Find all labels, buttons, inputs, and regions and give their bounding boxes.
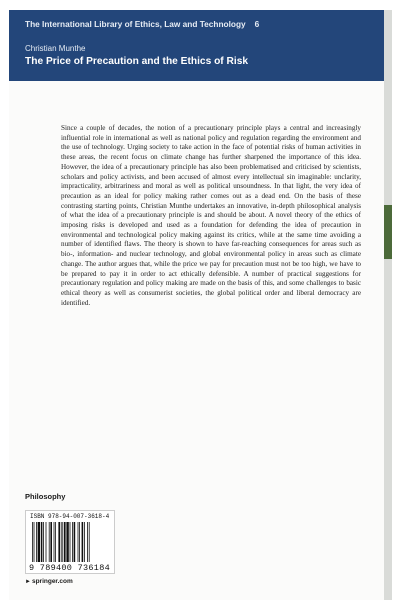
book-back-cover [9, 10, 392, 600]
spine-edge-stripe [384, 10, 392, 600]
subject-category: Philosophy [25, 492, 66, 501]
barcode-block [25, 510, 115, 574]
blurb-text: Since a couple of decades, the notion of a precautionary principle plays a central and increasingly influential role in international as well as national policy and regulation regarding the environment and the use of technology. Urging society to take action in the face of potential risks of human activities in these areas, the recent focus on climate change has further sharpened the importance of this idea. However, the idea of a precautionary principle has also been problematised and criticised by scientists, scholars and policy activists, and been accused of almost every intellectual sin imaginable: unclarity, impracticality, arbitrariness and moral as well as political unsoundness. In that light, the very idea of precaution as an ideal for policy making rather comes out as a dead end. On the basis of these contrasting starting points, Christian Munthe undertakes an innovative, in-depth philosophical analysis of what the idea of a precautionary principle is and should be about. A novel theory of the ethics of imposing risks is developed and used as a foundation for defending the idea of precaution in environmental and technological policy making against its critics, while at the same time avoiding a number of identified flaws. The theory is shown to have far-reaching consequences for areas such as bio-, information- and nuclear technology, and global environmental policy in areas such as climate change. The author argues that, while the price we pay for precaution must not be too high, we have to be prepared to pay it in order to act ethically defensible. A number of practical suggestions for precautionary regulation and policy making are made on the basis of this, and some challenges to basic ethical theory as well as consumerist societies, the global political order and liberal democracy are identified. [61, 124, 361, 307]
isbn-label: ISBN 978-94-007-3618-4 [30, 513, 110, 520]
barcode-icon [31, 522, 111, 562]
publisher-website[interactable] [25, 578, 73, 585]
website-label: springer.com [31, 578, 73, 585]
series-name: The International Library of Ethics, Law and Technology [25, 19, 246, 29]
author-name: Christian Munthe [25, 44, 86, 53]
ean-number: 9 789400 736184 [29, 563, 111, 573]
book-title: The Price of Precaution and the Ethics of Risk [25, 56, 249, 67]
accent-stripe [384, 205, 392, 259]
arrow-right-icon: ► [25, 579, 31, 585]
volume-number: 6 [254, 19, 260, 29]
header-band [9, 10, 392, 81]
series-title [25, 19, 259, 29]
